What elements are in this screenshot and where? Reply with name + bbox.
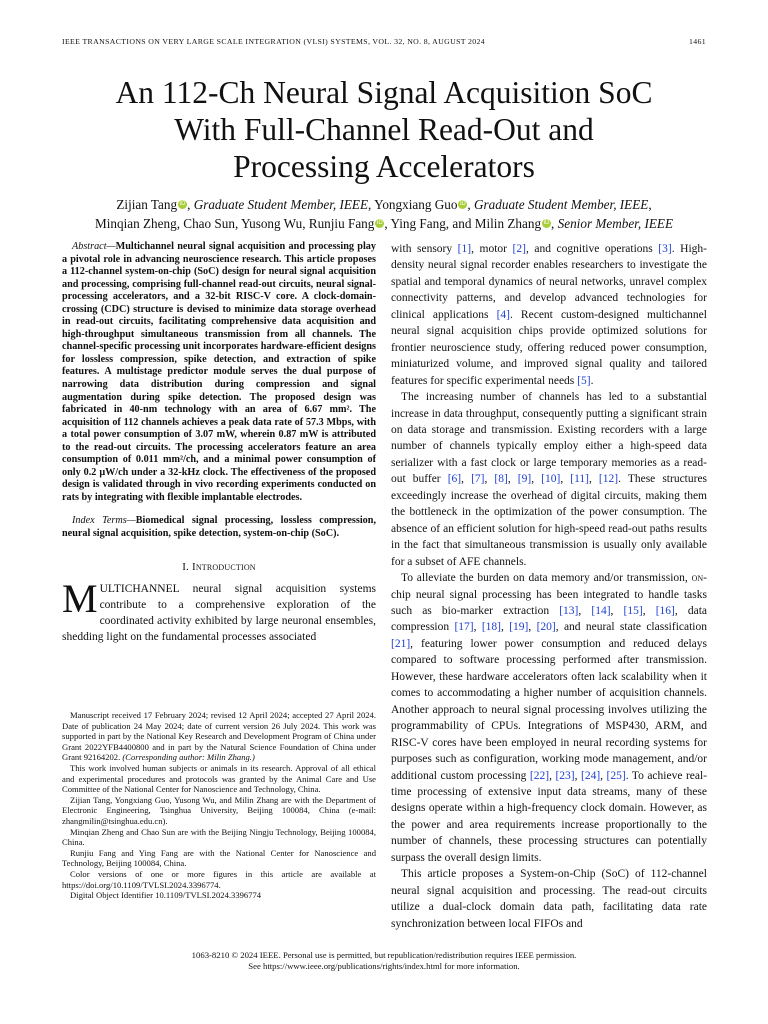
citation-link[interactable]: [5]: [577, 374, 591, 387]
footnote: Runjiu Fang and Ying Fang are with the National Center for Nanoscience and Technology, Beijing 100084, China.: [62, 847, 376, 869]
left-column: [62, 241, 376, 645]
footnote: This work involved human subjects or animals in its research. Approval of all ethical and experimental procedures and protocols was granted by the Animal Care and Use Committee of the National Center for Nanoscience and Technology, China.: [62, 762, 376, 795]
author-name: Chao Sun: [183, 216, 235, 231]
footnote: Color versions of one or more figures in this article are available at https://doi.org/10.1109/TVLSI.2024.3396774.: [62, 868, 376, 890]
citation-link[interactable]: [2]: [512, 243, 526, 255]
citation-link[interactable]: [8]: [494, 473, 508, 486]
citation-link[interactable]: [21]: [391, 637, 411, 650]
citation-link[interactable]: [11]: [570, 473, 589, 486]
citation-link[interactable]: [17]: [454, 621, 474, 634]
index-terms: [62, 515, 376, 540]
index-terms-text: Biomedical signal processing, lossless compression, neural signal acquisition, spike detection, system-on-chip (SoC).: [62, 515, 376, 540]
running-head: [62, 37, 706, 46]
title-line: With Full-Channel Read-Out and: [174, 112, 594, 147]
body-paragraph: This article proposes a System-on-Chip (SoC) of 112-channel neural signal acquisition and processing. The read-out circuits utilize a dual-clock domain data path, facilitating data rate synchronization between local FIFOs and: [391, 868, 707, 930]
footnote: Zijian Tang, Yongxiang Guo, Yusong Wu, and Milin Zhang are with the Department of Electronic Engineering, Tsinghua University, Beijing 100084, China (e-mail: zhangmilin@tsinghua.edu.cn).: [62, 794, 376, 826]
citation-link[interactable]: [7]: [471, 473, 485, 486]
author-membership: Senior Member, IEEE: [557, 216, 673, 231]
abstract-text: Multichannel neural signal acquisition and processing play a pivotal role in advancing neuroscience research. This article proposes a 112-channel system-on-chip (SoC) design for neural signal acquisition and processing, comprising full-channel read-out circuits, neural signal-processing accelerators, and a 32-bit RISC-V core. A clock-domain-crossing (CDC) structure is devised to minimize data storage overhead in read-out circuits, facilitating comprehensive data acquisition and high-throughput simultaneous transmission from all channels. The channel-specific processing unit incorporates hardware-efficient designs for lossless compression, spike detection, and extraction of spike features. A multistage predictor module serves the dual purpose of narrowing data distribution during compression and signal augmentation during spike detection. The proposed design was fabricated in 40-nm technology with an area of 6.67 mm². The acquisition of 112 channels achieves a peak data rate of 57.3 Mbps, with a total power consumption of 3.07 mW, wherein 0.87 mW is attributed to the read-out circuits. The processing accelerators feature an area consumption of 0.011 mm²/ch, and a minimal power consumption of only 0.2 μW/ch under a 32-kHz clock. The effectiveness of the proposed design is validated through in vivo recording experiments conducted on rats by integrating with flexible implantable electrodes.: [62, 241, 376, 503]
citation-link[interactable]: [10]: [541, 473, 561, 486]
citation-link[interactable]: [20]: [536, 621, 556, 634]
body-paragraph: To alleviate the burden on data memory and/or transmission, on-chip neural signal processing has been integrated to handle tasks such as bio-marker extraction [13], [14], [15], [16], data compression [17], [18], [19], [20], and neural state classification [21], featuring lower power consumption and reduced delays compared to software processing performed after transmission. However, these hardware accelerators often lack scalability when it comes to accommodating a higher number of acquisition channels. Another approach to neural signal processing involves utilizing the programmability of CPUs. Integrations of MSP430, ARM, and RISC-V cores have been employed in neural recording systems for purposes such as configuration, working mode management, and/or additional custom processing [22], [23], [24], [25]. To achieve real-time processing of extensive input data streams, many of these designs operate within a high-frequency clock domain. However, as the power and area requirements increase proportionally to the number of channels, these processing structures can potentially surpass the overall design limits.: [391, 572, 708, 864]
orcid-icon[interactable]: iD: [543, 220, 550, 226]
citation-link[interactable]: [23]: [555, 769, 575, 782]
orcid-icon[interactable]: iD: [460, 201, 466, 207]
author-name: Yongxiang Guo: [374, 197, 458, 212]
author-membership: Graduate Student Member, IEEE: [474, 197, 649, 212]
section-heading: I. Introduction: [182, 560, 256, 573]
paper-title: [0, 74, 768, 185]
citation-link[interactable]: [12]: [598, 473, 619, 486]
orcid-icon[interactable]: iD: [377, 220, 383, 226]
citation-link[interactable]: [1]: [457, 243, 472, 255]
intro-caps: ULTICHANNEL: [99, 582, 180, 595]
orcid-icon[interactable]: iD: [179, 201, 186, 207]
title-line: An 112-Ch Neural Signal Acquisition SoC: [115, 75, 653, 110]
footnotes: [62, 710, 376, 901]
author-name: Runjiu Fang: [308, 216, 375, 231]
copyright-line: See https://www.ieee.org/publications/rights/index.html for more information.: [248, 961, 520, 971]
citation-link[interactable]: [3]: [658, 243, 672, 255]
author-name: Minqian Zheng: [95, 216, 177, 231]
author-name: Milin Zhang: [474, 216, 542, 231]
author-name: Ying Fang: [390, 216, 446, 231]
citation-link[interactable]: [15]: [623, 604, 643, 617]
citation-link[interactable]: [13]: [559, 604, 579, 617]
abstract-label: Abstract—: [72, 241, 116, 252]
copyright-line: 1063-8210 © 2024 IEEE. Personal use is permitted, but republication/redistribution requires IEEE permission.: [191, 950, 577, 960]
citation-link[interactable]: [24]: [580, 769, 601, 782]
citation-link[interactable]: [4]: [496, 308, 510, 321]
citation-link[interactable]: [9]: [517, 473, 532, 486]
author-membership: Graduate Student Member, IEEE: [193, 197, 369, 212]
copyright-notice: [0, 950, 768, 972]
footnote: Minqian Zheng and Chao Sun are with the Beijing Ningju Technology, Beijing 100084, China.: [62, 826, 376, 848]
citation-link[interactable]: [22]: [529, 769, 550, 782]
journal-name: IEEE TRANSACTIONS ON VERY LARGE SCALE INTEGRATION (VLSI) SYSTEMS, VOL. 32, NO. 8, AUGUST 2024: [62, 37, 486, 46]
intro-text: neural signal acquisition systems contribute to a comprehensive exploration of the coordinated activity exhibited by large neuronal ensembles, shedding light on the fundamental processes associated: [62, 582, 376, 643]
footnote: Digital Object Identifier 10.1109/TVLSI.2024.3396774: [70, 890, 262, 901]
footnote: Manuscript received 17 February 2024; revised 12 April 2024; accepted 27 April 2024. Date of publication 24 May 2024; date of current version 26 July 2024. This work was supported in part by the National Key Research and Development Program of China under Grant 2022YFB4400800 and in part by the Natural Science Foundation of China under Grant 92164202. (Corresponding author: Milin Zhang.): [62, 710, 376, 763]
citation-link[interactable]: [19]: [509, 621, 529, 634]
body-paragraph: The increasing number of channels has led to a substantial increase in data throughput, consequently putting a significant strain on data storage and transmission. Existing recorders with a large number of channels typically employ either a high-speed data serializer with a fast clock or large temporary memories as a read-out buffer [6], [7], [8], [9], [10], [11], [12]. These structures exceedingly increase the overhead of digital circuits, making them the bottleneck in the optimization of the power consumption. The absence of an efficient solution for high-speed read-out paths results in the fact that simultaneous transmission is usually only available for a subset of AFE channels.: [391, 391, 708, 568]
right-column: [391, 241, 707, 932]
citation-link[interactable]: [14]: [591, 604, 611, 617]
author-list: Zijian Tang iD , Graduate Student Member, IEEE, Yongxiang Guo iD , Graduate Student Member, IEEE, Minqian Zheng, Chao Sun, Yusong Wu, Runjiu Fang iD , Ying Fang, and Milin Zhang iD , Senior Member, IEEE: [95, 197, 673, 231]
intro-paragraph: [62, 575, 376, 645]
citation-link[interactable]: [16]: [655, 604, 675, 617]
citation-link[interactable]: [6]: [447, 473, 462, 486]
page-number: 1461: [689, 37, 706, 46]
abstract: [62, 241, 376, 504]
drop-cap: M: [62, 575, 98, 621]
author-name: Zijian Tang: [116, 197, 178, 212]
author-name: Yusong Wu: [241, 216, 303, 231]
title-line: Processing Accelerators: [233, 149, 535, 184]
citation-link[interactable]: [18]: [481, 621, 501, 634]
body-paragraph: with sensory [1], motor [2], and cognitive operations [3]. High-density neural signal recorder enables researchers to investigate the spatial and temporal dynamics of neural networks, unravel complex connectivity patterns, and develop advanced technologies for clinical applications [4]. Recent custom-designed multichannel neural signal acquisition chips provide optimized solutions for frontier neuroscience study, offering reduced power consumption, miniaturized volume, and improved signal quality and tailored features for specific experimental needs [5].: [391, 243, 707, 387]
citation-link[interactable]: [25]: [606, 769, 626, 782]
index-terms-label: Index Terms—: [72, 515, 136, 527]
